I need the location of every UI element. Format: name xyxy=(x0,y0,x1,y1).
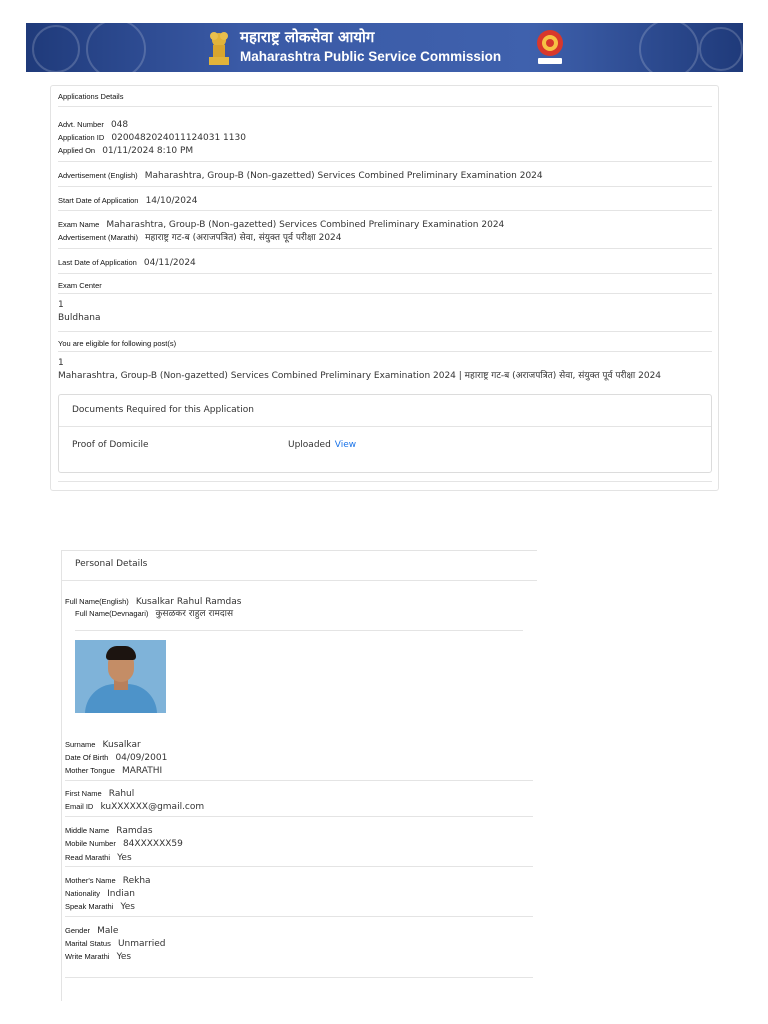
mother-tongue-value: MARATHI xyxy=(122,766,163,776)
eligible-posts-label: You are eligible for following post(s) xyxy=(58,339,177,348)
dob-value: 04/09/2001 xyxy=(115,753,168,763)
mother-name-value: Rekha xyxy=(122,876,151,886)
write-marathi-value: Yes xyxy=(116,952,132,962)
mobile-label: Mobile Number xyxy=(65,839,116,848)
write-marathi-label: Write Marathi xyxy=(65,952,110,961)
section-title: Personal Details xyxy=(75,559,148,569)
read-marathi-row xyxy=(65,849,132,864)
commission-title-english: Maharashtra Public Service Commission xyxy=(240,49,502,64)
decorative-emblem-left xyxy=(86,23,146,72)
document-name: Proof of Domicile xyxy=(72,440,149,450)
decorative-emblem-right-small xyxy=(699,27,743,71)
marital-status-label: Marital Status xyxy=(65,939,111,948)
mother-name-label: Mother's Name xyxy=(65,876,116,885)
exam-center-number: 1 xyxy=(58,300,64,310)
full-name-devnagari-label: Full Name(Devnagari) xyxy=(75,609,149,618)
dob-label: Date Of Birth xyxy=(65,753,109,762)
personal-details-card xyxy=(61,550,537,1001)
exam-center-name: Buldhana xyxy=(58,313,101,323)
last-date-value: 04/11/2024 xyxy=(143,258,196,268)
full-name-english-value: Kusalkar Rahul Ramdas xyxy=(135,597,242,607)
advertisement-english-row xyxy=(58,167,543,182)
eligible-post-name: Maharashtra, Group-B (Non-gazetted) Services Combined Preliminary Examination 2024 | महाराष्ट्र गट-ब (अराजपत्रित) सेवा, संयुक्त पूर्व परीक्षा 2024 xyxy=(58,371,662,381)
section-title: Applications Details xyxy=(58,92,124,101)
advertisement-marathi-row xyxy=(58,229,342,244)
view-document-link[interactable]: View xyxy=(334,440,357,450)
application-details-card xyxy=(50,85,719,491)
applied-on-row xyxy=(58,142,193,157)
decorative-emblem-left-small xyxy=(32,25,80,72)
email-row xyxy=(65,798,204,813)
divider xyxy=(65,866,533,867)
advertisement-marathi-value: महाराष्ट्र गट-ब (अराजपत्रित) सेवा, संयुक्त पूर्व परीक्षा 2024 xyxy=(145,233,342,243)
last-date-row xyxy=(58,254,196,269)
nationality-label: Nationality xyxy=(65,889,101,898)
speak-marathi-label: Speak Marathi xyxy=(65,902,114,911)
divider xyxy=(58,293,712,294)
middle-name-label: Middle Name xyxy=(65,826,110,835)
gender-value: Male xyxy=(97,926,119,936)
exam-center-label: Exam Center xyxy=(58,281,102,290)
full-name-english-label: Full Name(English) xyxy=(65,597,129,606)
header-banner xyxy=(26,23,743,72)
write-marathi-row xyxy=(65,948,131,963)
advertisement-english-label: Advertisement (English) xyxy=(58,171,138,180)
gender-label: Gender xyxy=(65,926,91,935)
full-name-devnagari-value: कुसळकर राहुल रामदास xyxy=(155,609,234,619)
first-name-value: Rahul xyxy=(108,789,135,799)
divider xyxy=(58,210,712,211)
divider xyxy=(75,630,523,631)
divider xyxy=(58,248,712,249)
advertisement-english-value: Maharashtra, Group-B (Non-gazetted) Services Combined Preliminary Examination 2024 xyxy=(144,171,543,181)
divider xyxy=(59,426,711,427)
surname-label: Surname xyxy=(65,740,96,749)
nationality-value: Indian xyxy=(107,889,135,899)
document-status-text: Uploaded xyxy=(288,440,331,450)
photo-hair xyxy=(106,646,136,660)
first-name-label: First Name xyxy=(65,789,102,798)
mobile-row xyxy=(65,835,183,850)
mobile-value: 84XXXXXX59 xyxy=(122,839,183,849)
exam-name-label: Exam Name xyxy=(58,220,100,229)
application-id-value: 0200482024011124031 1130 xyxy=(111,133,246,143)
marital-status-value: Unmarried xyxy=(117,939,166,949)
read-marathi-value: Yes xyxy=(117,853,132,863)
divider xyxy=(58,351,712,352)
mother-tongue-label: Mother Tongue xyxy=(65,766,115,775)
commission-title-marathi: महाराष्ट्र लोकसेवा आयोग xyxy=(240,28,375,46)
divider xyxy=(58,106,712,107)
divider xyxy=(58,331,712,332)
divider xyxy=(62,580,537,581)
documents-title: Documents Required for this Application xyxy=(72,405,254,415)
full-name-devnagari-row xyxy=(75,605,233,620)
exam-name-value: Maharashtra, Group-B (Non-gazetted) Services Combined Preliminary Examination 2024 xyxy=(106,220,505,230)
documents-required-panel xyxy=(58,394,712,473)
eligible-post-number: 1 xyxy=(58,358,64,368)
eligible-posts-label-row xyxy=(58,335,176,350)
applied-on-label: Applied On xyxy=(58,146,96,155)
speak-marathi-row xyxy=(65,898,135,913)
advt-number-value: 048 xyxy=(110,120,129,130)
national-emblem-icon xyxy=(206,27,232,67)
read-marathi-label: Read Marathi xyxy=(65,853,111,862)
advt-number-label: Advt. Number xyxy=(58,120,104,129)
mpsc-logo-icon xyxy=(533,27,567,67)
divider xyxy=(58,186,712,187)
start-date-row xyxy=(58,192,197,207)
email-value: kuXXXXXX@gmail.com xyxy=(100,802,205,812)
start-date-value: 14/10/2024 xyxy=(145,196,198,206)
advertisement-marathi-label: Advertisement (Marathi) xyxy=(58,233,139,242)
last-date-label: Last Date of Application xyxy=(58,258,137,267)
divider xyxy=(65,916,533,917)
divider xyxy=(58,481,712,482)
decorative-emblem-right xyxy=(639,23,699,72)
divider xyxy=(65,780,533,781)
applied-on-value: 01/11/2024 8:10 PM xyxy=(102,146,194,156)
surname-value: Kusalkar xyxy=(102,740,141,750)
middle-name-value: Ramdas xyxy=(116,826,153,836)
divider xyxy=(65,977,533,978)
applicant-photo xyxy=(75,640,166,713)
speak-marathi-value: Yes xyxy=(120,902,135,912)
start-date-label: Start Date of Application xyxy=(58,196,139,205)
application-id-label: Application ID xyxy=(58,133,105,142)
document-status xyxy=(288,440,356,450)
divider xyxy=(65,816,533,817)
email-label: Email ID xyxy=(65,802,94,811)
divider xyxy=(58,161,712,162)
mother-tongue-row xyxy=(65,762,162,777)
divider xyxy=(58,273,712,274)
exam-center-label-row xyxy=(58,277,102,292)
